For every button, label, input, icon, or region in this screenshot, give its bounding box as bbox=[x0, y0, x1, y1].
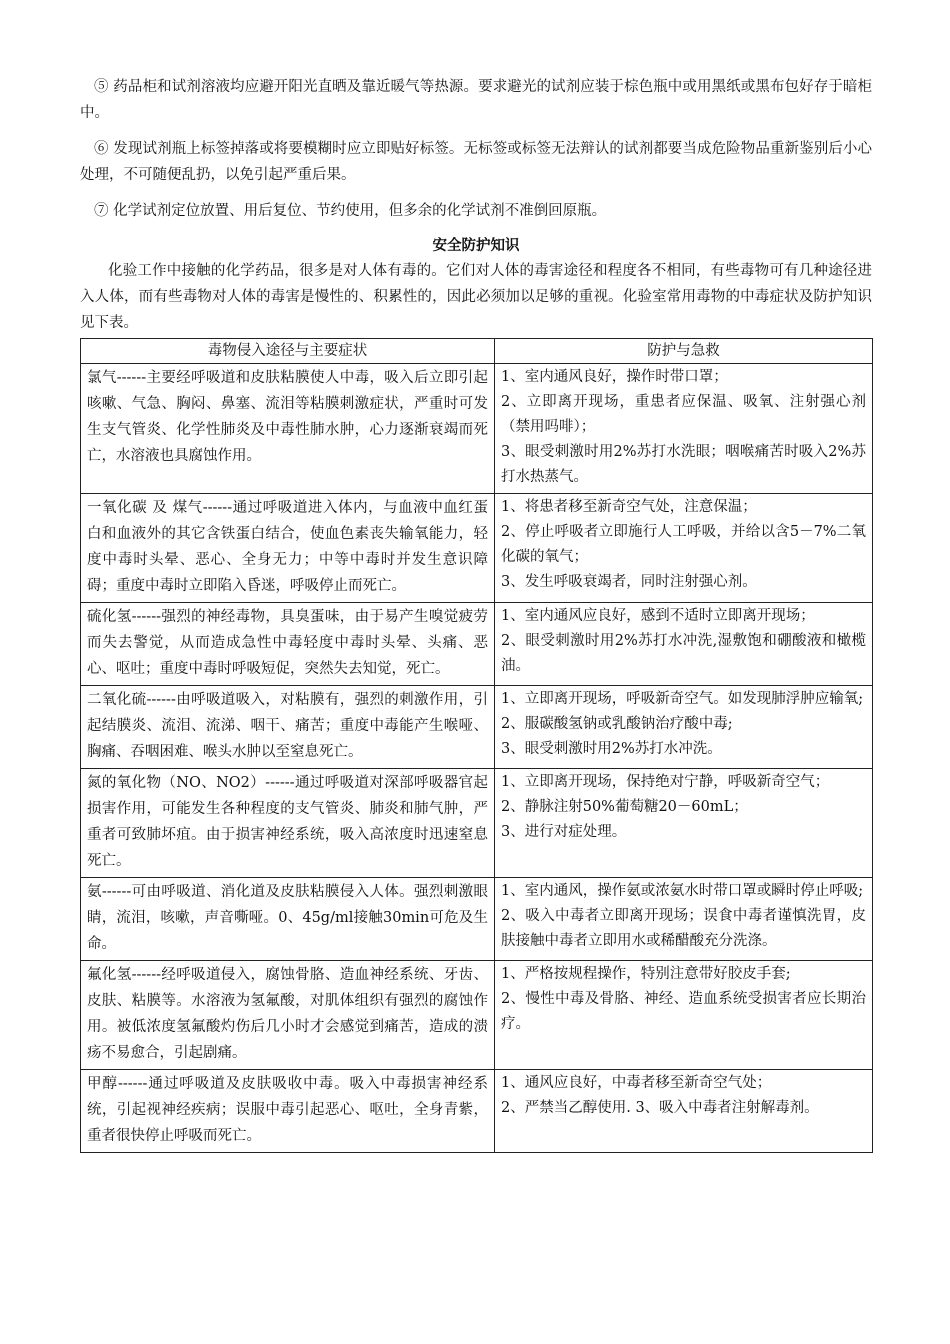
symptoms-cell: 氟化氢------经呼吸道侵入，腐蚀骨胳、造血神经系统、牙齿、皮肤、粘膜等。水溶液为氢氟酸，对肌体组织有强烈的腐蚀作用。被低浓度氢氟酸灼伤后几小时才会感觉到痛苦，造成的溃疡不易愈合，引起剧痛。 bbox=[81, 961, 495, 1070]
protection-item: 1、立即离开现场，呼吸新奇空气。如发现肺浮肿应输氧; bbox=[501, 691, 864, 707]
paragraph-item-6: ⑥ 发现试剂瓶上标签掉落或将要模糊时应立即贴好标签。无标签或标签无法辩认的试剂都要当成危险物品重新鉴别后小心处理，不可随便乱扔，以免引起严重后果。 bbox=[80, 141, 872, 183]
symptoms-cell: 甲醇------通过呼吸道及皮肤吸收中毒。吸入中毒损害神经系统，引起视神经疾病；误服中毒引起恶心、呕吐，全身青紫，重者很快停止呼吸而死亡。 bbox=[81, 1070, 495, 1153]
table-row bbox=[81, 686, 873, 769]
protection-item: 2、眼受刺激时用2%苏打水冲洗,湿敷饱和硼酸液和橄榄油。 bbox=[501, 633, 866, 674]
paragraph-item-5: ⑤ 药品柜和试剂溶液均应避开阳光直晒及靠近暖气等热源。要求避光的试剂应装于棕色瓶中或用黑纸或黑布包好存于暗柜中。 bbox=[80, 79, 872, 121]
protection-item: 3、发生呼吸衰竭者，同时注射强心剂。 bbox=[501, 574, 757, 590]
protection-item: 1、室内通风，操作氨或浓氨水时带口罩或瞬时停止呼吸; bbox=[501, 883, 864, 899]
protection-item: 1、室内通风应良好，感到不适时立即离开现场； bbox=[501, 608, 815, 624]
document-page bbox=[80, 74, 872, 1153]
symptoms-cell: 一氧化碳 及 煤气------通过呼吸道进入体内，与血液中血红蛋白和血液外的其它含铁蛋白结合，使血色素丧失输氧能力，轻度中毒时头晕、恶心、全身无力；中等中毒时并发生意识障碍；重度中毒时立即陷入昏迷，呼吸停止而死亡。 bbox=[81, 494, 495, 603]
protection-cell bbox=[495, 878, 873, 961]
protection-cell bbox=[495, 686, 873, 769]
protection-item: 2、严禁当乙醇使用. 3、吸入中毒者注射解毒剂。 bbox=[501, 1100, 819, 1116]
protection-cell bbox=[495, 961, 873, 1070]
table-row bbox=[81, 494, 873, 603]
protection-item: 3、进行对症处理。 bbox=[501, 824, 627, 840]
toxin-table bbox=[80, 338, 873, 1153]
section-title: 安全防护知识 bbox=[432, 237, 520, 254]
protection-item: 1、严格按规程操作，特别注意带好胶皮手套; bbox=[501, 966, 791, 982]
protection-item: 2、吸入中毒者立即离开现场；误食中毒者谨慎洗胃，皮肤接触中毒者立即用水或稀醋酸充分洗涤。 bbox=[501, 908, 866, 949]
protection-cell bbox=[495, 494, 873, 603]
header-symptoms: 毒物侵入途径与主要症状 bbox=[81, 339, 495, 364]
symptoms-cell: 二氧化硫------由呼吸道吸入，对粘膜有，强烈的刺激作用，引起结膜炎、流泪、流涕、咽干、痛苦；重度中毒能产生喉哑、胸痛、吞咽困难、喉头水肿以至窒息死亡。 bbox=[81, 686, 495, 769]
protection-item: 2、停止呼吸者立即施行人工呼吸，并给以含5－7%二氧化碳的氧气； bbox=[501, 524, 866, 565]
protection-item: 3、眼受刺激时用2%苏打水洗眼；咽喉痛苦时吸入2%苏打水热蒸气。 bbox=[501, 444, 866, 485]
table-row bbox=[81, 364, 873, 494]
table-row bbox=[81, 961, 873, 1070]
table-row bbox=[81, 1070, 873, 1153]
table-row bbox=[81, 878, 873, 961]
protection-item: 2、静脉注射50%葡萄糖20－60mL； bbox=[501, 799, 748, 815]
header-protection: 防护与急救 bbox=[495, 339, 873, 364]
table-header-row bbox=[81, 339, 873, 364]
table-row bbox=[81, 603, 873, 686]
table-row bbox=[81, 769, 873, 878]
protection-cell bbox=[495, 603, 873, 686]
protection-item: 2、立即离开现场，重患者应保温、吸氧、注射强心剂（禁用吗啡）； bbox=[501, 394, 866, 435]
protection-cell bbox=[495, 769, 873, 878]
protection-cell bbox=[495, 1070, 873, 1153]
protection-item: 2、慢性中毒及骨胳、神经、造血系统受损害者应长期治疗。 bbox=[501, 991, 866, 1032]
protection-item: 1、立即离开现场，保持绝对宁静，呼吸新奇空气； bbox=[501, 774, 830, 790]
protection-item: 1、将患者移至新奇空气处，注意保温； bbox=[501, 499, 757, 515]
symptoms-cell: 氨------可由呼吸道、消化道及皮肤粘膜侵入人体。强烈刺激眼睛，流泪，咳嗽，声音嘶哑。0、45g/ml接触30min可危及生命。 bbox=[81, 878, 495, 961]
symptoms-cell: 氯气------主要经呼吸道和皮肤粘膜使人中毒，吸入后立即引起咳嗽、气急、胸闷、鼻塞、流泪等粘膜刺激症状，严重时可发生支气管炎、化学性肺炎及中毒性肺水肿，心力逐渐衰竭而死亡，水溶液也具腐蚀作用。 bbox=[81, 364, 495, 494]
paragraph-item-7: ⑦ 化学试剂定位放置、用后复位、节约使用，但多余的化学试剂不准倒回原瓶。 bbox=[94, 203, 607, 219]
protection-item: 1、室内通风良好，操作时带口罩； bbox=[501, 369, 728, 385]
protection-item: 3、眼受刺激时用2%苏打水冲洗。 bbox=[501, 741, 722, 757]
protection-item: 2、服碳酸氢钠或乳酸钠治疗酸中毒; bbox=[501, 716, 733, 732]
intro-paragraph: 化验工作中接触的化学药品，很多是对人体有毒的。它们对人体的毒害途径和程度各不相同，有些毒物可有几种途径进入人体，而有些毒物对人体的毒害是慢性的、积累性的，因此必须加以足够的重视。化验室常用毒物的中毒症状及防护知识见下表。 bbox=[80, 263, 872, 331]
protection-item: 1、通风应良好，中毒者移至新奇空气处； bbox=[501, 1075, 772, 1091]
symptoms-cell: 硫化氢------强烈的神经毒物，具臭蛋味，由于易产生嗅觉疲劳而失去警觉，从而造成急性中毒轻度中毒时头晕、头痛、恶心、呕吐；重度中毒时呼吸短促，突然失去知觉，死亡。 bbox=[81, 603, 495, 686]
protection-cell bbox=[495, 364, 873, 494]
symptoms-cell: 氮的氧化物（NO、NO2）------通过呼吸道对深部呼吸器官起损害作用，可能发生各种程度的支气管炎、肺炎和肺气肿，严重者可致肺坏疽。由于损害神经系统，吸入高浓度时迅速窒息死亡。 bbox=[81, 769, 495, 878]
